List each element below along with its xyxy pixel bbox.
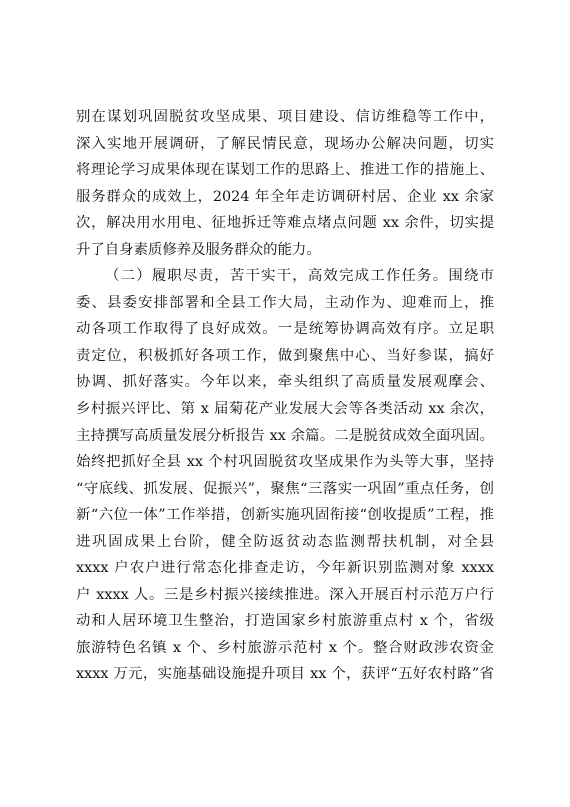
text-line: 别在谋划巩固脱贫攻坚成果、项目建设、信访维稳等工作中， [76,109,494,125]
text-line: 责定位，积极抓好各项工作，做到聚焦中心、当好参谋，搞好 [76,347,494,364]
text-line: 协调、抓好落实。今年以来，牵头组织了高质量发展观摩会、 [76,374,494,391]
text-line: 将理论学习成果体现在谋划工作的思路上、推进工作的措施上、 [76,162,494,179]
text-line: 户 xxxx 人。三是乡村振兴接续推进。深入开展百村示范万户行 [76,586,494,603]
text-line: 动各项工作取得了良好成效。一是统筹协调高效有序。立足职 [76,321,494,338]
text-line: 新“六位一体”工作举措，创新实施巩固衔接“创收提质”工程，推 [76,507,494,524]
text-line: 乡村振兴评比、第 x 届菊花产业发展大会等各类活动 xx 余次， [76,401,494,418]
text-line: 动和人居环境卫生整治，打造国家乡村旅游重点村 x 个，省级 [76,613,494,630]
text-line: xxxx 户农户进行常态化排查走访，今年新识别监测对象 xxxx [76,560,494,577]
text-line: 服务群众的成效上，2024 年全年走访调研村居、企业 xx 余家 [76,188,494,205]
text-line: 次，解决用水用电、征地拆迁等难点堵点问题 xx 余件，切实提 [76,215,494,232]
text-line: “守底线、抓发展、促振兴”，聚焦“三落实一巩固”重点任务，创 [76,480,494,497]
text-line: 始终把抓好全县 xx 个村巩固脱贫攻坚成果作为头等大事，坚持 [76,454,494,471]
text-line: 进巩固成果上台阶，健全防返贫动态监测帮扶机制，对全县 [76,533,494,550]
text-line: xxxx 万元，实施基础设施提升项目 xx 个，获评“五好农村路”省 [76,666,494,683]
text-line: 升了自身素质修养及服务群众的能力。 [76,241,321,258]
text-line: 委、县委安排部署和全县工作大局，主动作为、迎难而上，推 [76,294,494,311]
body-text [76,104,494,688]
text-line: 深入实地开展调研，了解民情民意，现场办公解决问题，切实 [76,135,494,152]
text-line: （二）履职尽责，苦干实干，高效完成工作任务。围绕市 [105,268,494,285]
text-line: 主持撰写高质量发展分析报告 xx 余篇。二是脱贫成效全面巩固。 [76,427,494,444]
text-line: 旅游特色名镇 x 个、乡村旅游示范村 x 个。整合财政涉农资金 [76,639,494,656]
